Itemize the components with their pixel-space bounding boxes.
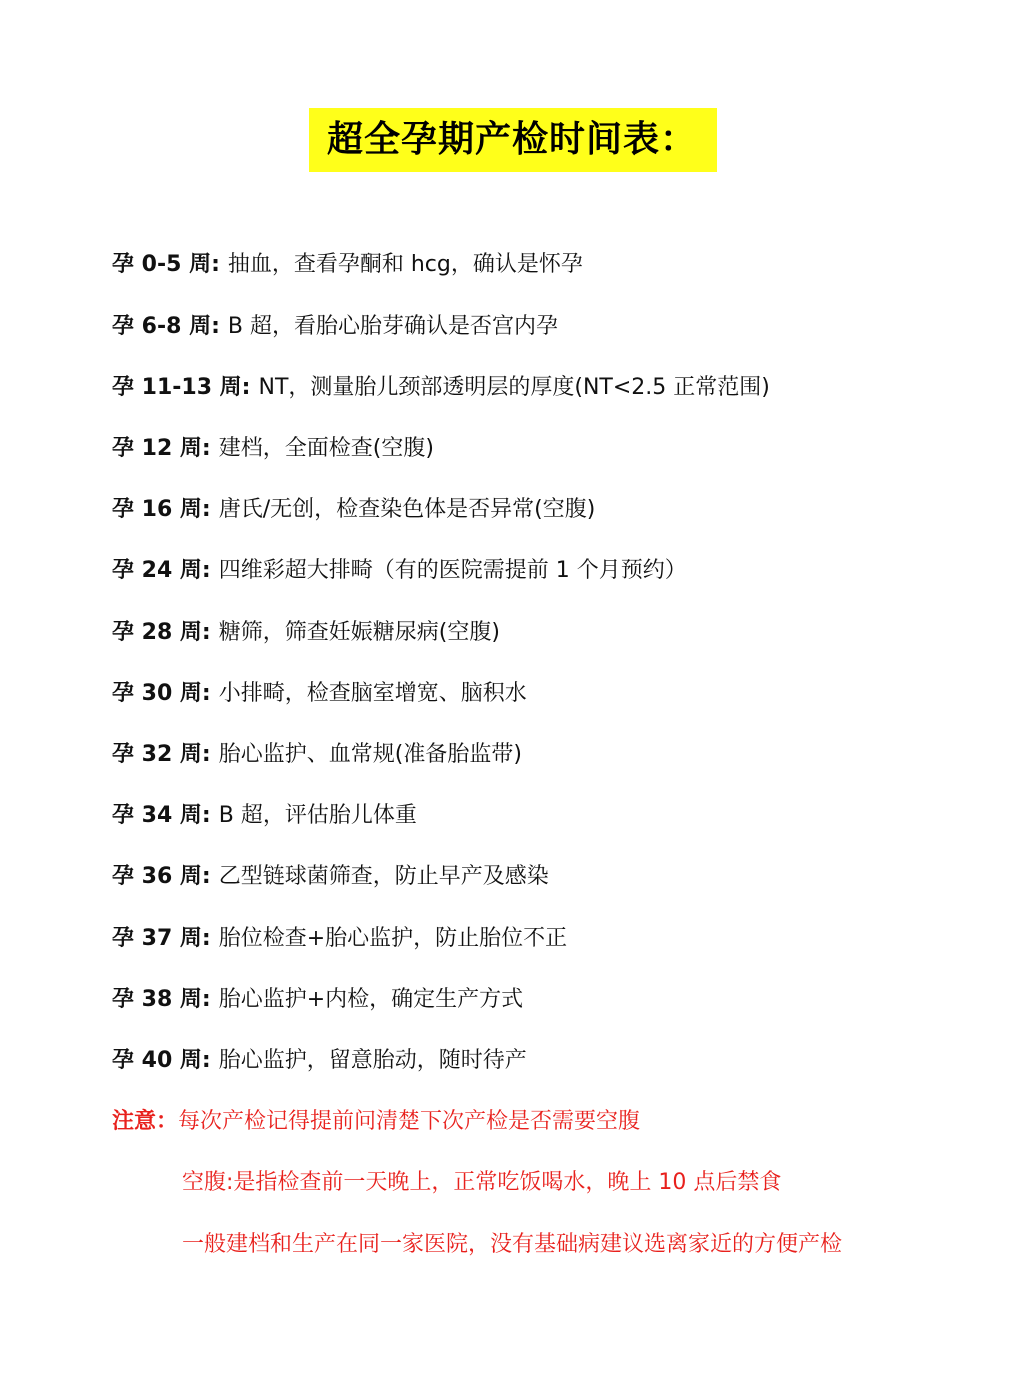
schedule-desc: NT，测量胎儿颈部透明层的厚度(NT<2.5 正常范围) bbox=[258, 375, 770, 400]
note-text: 空腹:是指检查前一天晚上，正常吃饭喝水，晚上 10 点后禁食 bbox=[182, 1170, 782, 1195]
schedule-item bbox=[112, 919, 567, 959]
schedule-week: 孕 38 周: bbox=[112, 987, 211, 1012]
schedule-desc: 小排畸，检查脑室增宽、脑积水 bbox=[218, 681, 527, 706]
schedule-week: 孕 6-8 周: bbox=[112, 314, 220, 339]
schedule-desc: 抽血，查看孕酮和 hcg，确认是怀孕 bbox=[227, 252, 583, 277]
note-line bbox=[182, 1163, 781, 1203]
schedule-item bbox=[112, 857, 549, 897]
schedule-desc: 四维彩超大排畸（有的医院需提前 1 个月预约） bbox=[218, 558, 687, 583]
schedule-desc: 胎心监护，留意胎动，随时待产 bbox=[218, 1048, 527, 1073]
schedule-desc: 唐氏/无创，检查染色体是否异常(空腹) bbox=[218, 497, 596, 522]
schedule-week: 孕 28 周: bbox=[112, 620, 211, 645]
schedule-week: 孕 36 周: bbox=[112, 864, 211, 889]
schedule-desc: 胎位检查+胎心监护，防止胎位不正 bbox=[218, 926, 568, 951]
schedule-item bbox=[112, 735, 522, 775]
note-line bbox=[112, 1102, 640, 1142]
schedule-week: 孕 40 周: bbox=[112, 1048, 211, 1073]
schedule-week: 孕 12 周: bbox=[112, 436, 211, 461]
note-label: 注意： bbox=[112, 1109, 179, 1134]
schedule-item bbox=[112, 368, 770, 408]
schedule-week: 孕 16 周: bbox=[112, 497, 211, 522]
schedule-week: 孕 32 周: bbox=[112, 742, 211, 767]
title-container bbox=[0, 108, 1026, 172]
note-line bbox=[182, 1225, 842, 1265]
schedule-item bbox=[112, 796, 417, 836]
schedule-desc: 建档，全面检查(空腹) bbox=[218, 436, 434, 461]
schedule-desc: 胎心监护+内检，确定生产方式 bbox=[218, 987, 524, 1012]
schedule-item bbox=[112, 674, 527, 714]
schedule-item bbox=[112, 551, 687, 591]
schedule-desc: B 超，看胎心胎芽确认是否宫内孕 bbox=[227, 314, 558, 339]
schedule-item bbox=[112, 245, 583, 285]
note-text: 一般建档和生产在同一家医院，没有基础病建议选离家近的方便产检 bbox=[182, 1232, 843, 1257]
schedule-item bbox=[112, 429, 434, 469]
schedule-desc: 胎心监护、血常规(准备胎监带) bbox=[218, 742, 522, 767]
schedule-desc: B 超，评估胎儿体重 bbox=[218, 803, 417, 828]
schedule-week: 孕 11-13 周: bbox=[112, 375, 251, 400]
schedule-desc: 糖筛，筛查妊娠糖尿病(空腹) bbox=[218, 620, 500, 645]
schedule-week: 孕 37 周: bbox=[112, 926, 211, 951]
schedule-week: 孕 34 周: bbox=[112, 803, 211, 828]
schedule-item bbox=[112, 980, 523, 1020]
schedule-item bbox=[112, 1041, 527, 1081]
page-title: 超全孕期产检时间表： bbox=[309, 108, 717, 172]
schedule-week: 孕 30 周: bbox=[112, 681, 211, 706]
schedule-desc: 乙型链球菌筛查，防止早产及感染 bbox=[218, 864, 549, 889]
schedule-week: 孕 24 周: bbox=[112, 558, 211, 583]
note-text: 每次产检记得提前问清楚下次产检是否需要空腹 bbox=[178, 1109, 641, 1134]
schedule-week: 孕 0-5 周: bbox=[112, 252, 220, 277]
schedule-item bbox=[112, 490, 595, 530]
schedule-item bbox=[112, 307, 558, 347]
schedule-item bbox=[112, 613, 500, 653]
